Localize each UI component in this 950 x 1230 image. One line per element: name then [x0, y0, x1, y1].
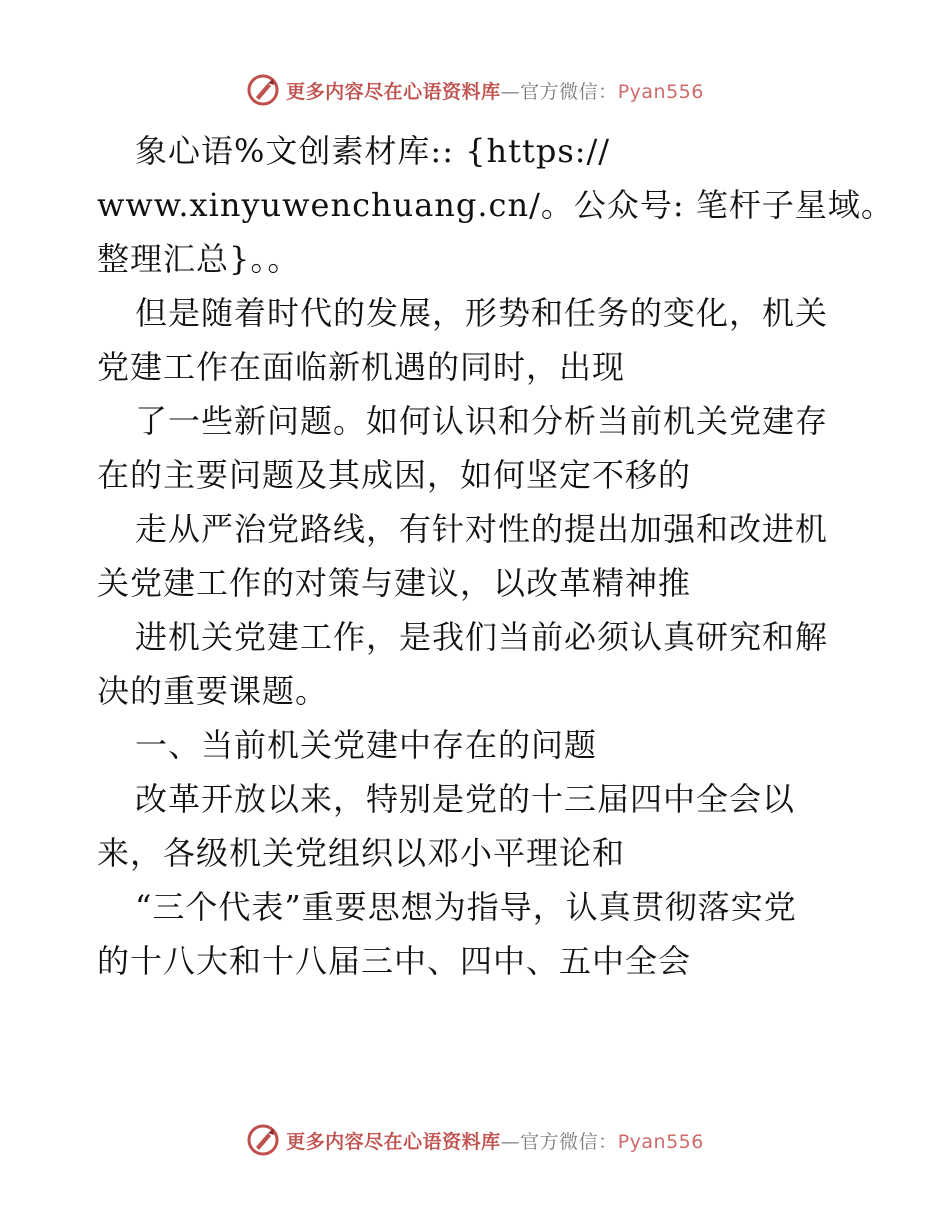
text-line: 在的主要问题及其成因，如何坚定不移的 — [97, 456, 692, 494]
header-banner — [0, 70, 950, 110]
footer-banner — [0, 1120, 950, 1160]
header-banner-text — [286, 77, 704, 104]
text-line: 关党建工作的对策与建议，以改革精神推 — [97, 564, 692, 602]
footer-banner-text — [286, 1127, 704, 1154]
pen-nib-logo-icon — [246, 73, 280, 107]
text-line: 进机关党建工作，是我们当前必须认真研究和解 — [135, 618, 829, 656]
text-line: 走从严治党路线，有针对性的提出加强和改进机 — [135, 510, 829, 548]
banner-dash: — — [500, 1130, 521, 1153]
text-line: 的十八大和十八届三中、四中、五中全会 — [97, 942, 692, 980]
text-line: 了一些新问题。如何认识和分析当前机关党建存 — [135, 402, 829, 440]
header-banner-content — [246, 73, 704, 107]
text-line: 整理汇总}。。 — [97, 240, 301, 278]
banner-dash: — — [500, 80, 521, 103]
footer-banner-content — [246, 1123, 704, 1157]
text-line: www.xinyuwenchuang.cn/。公众号: 笔杆子星域。 — [97, 186, 894, 224]
text-line: 决的重要课题。 — [97, 672, 329, 710]
text-line: 党建工作在面临新机遇的同时，出现 — [97, 348, 626, 386]
text-line: 但是随着时代的发展，形势和任务的变化，机关 — [135, 294, 829, 332]
document-body — [97, 124, 894, 988]
text-line: 来，各级机关党组织以邓小平理论和 — [97, 834, 626, 872]
banner-brand: 更多内容尽在心语资料库 — [286, 80, 501, 103]
banner-wechat-id: Pyan556 — [617, 1130, 704, 1153]
text-line: 改革开放以来，特别是党的十三届四中全会以 — [135, 780, 796, 818]
banner-wechat-label: 官方微信： — [520, 1130, 618, 1153]
banner-brand: 更多内容尽在心语资料库 — [286, 1130, 501, 1153]
text-line: 一、当前机关党建中存在的问题 — [135, 726, 598, 764]
text-line: “三个代表”重要思想为指导，认真贯彻落实党 — [135, 888, 797, 926]
banner-wechat-label: 官方微信： — [520, 80, 618, 103]
banner-wechat-id: Pyan556 — [617, 80, 704, 103]
pen-nib-logo-icon — [246, 1123, 280, 1157]
text-line: 象心语%文创素材库:: {https:// — [135, 132, 611, 170]
